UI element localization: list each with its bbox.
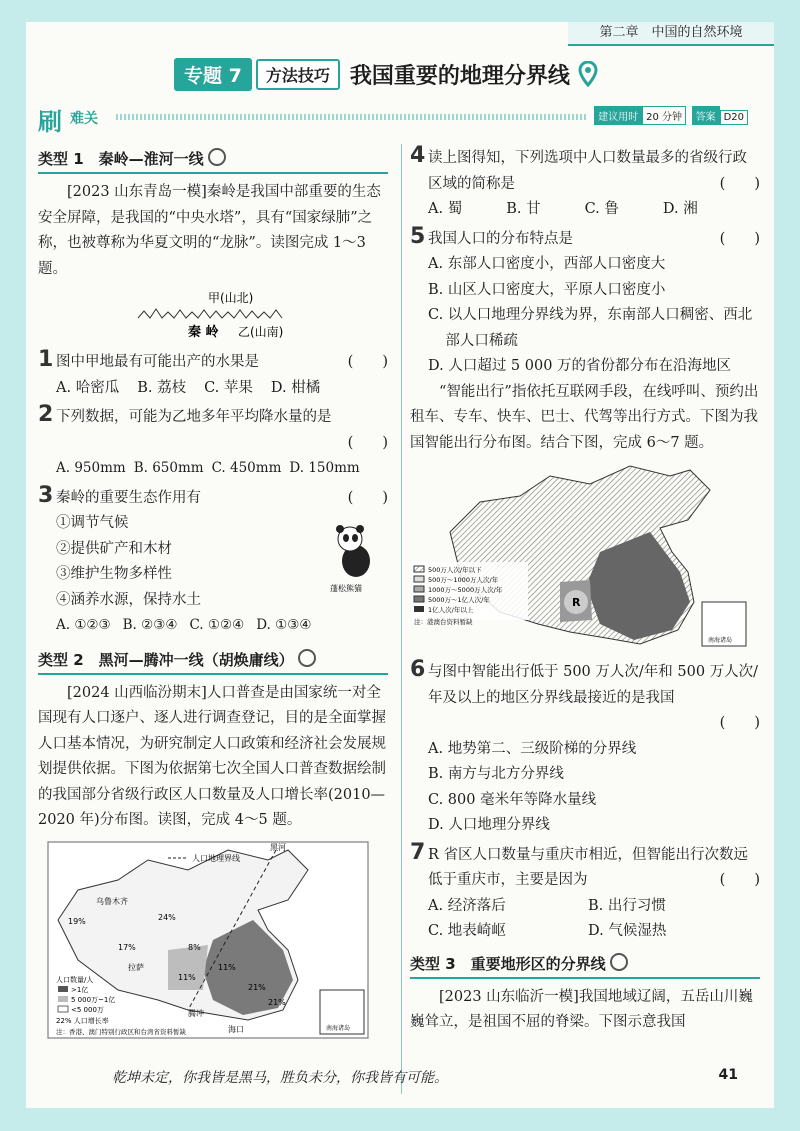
q3-stem: 秦岭的重要生态作用有 (56, 489, 201, 506)
map2-legend-2: 500万～1000万人次/年 (428, 576, 499, 584)
q3-option-c[interactable]: C. ①②④ (189, 617, 245, 633)
q1-bracket[interactable]: ( ) (347, 354, 388, 370)
type2-heading (38, 647, 388, 675)
map1-rate-2: 17% (118, 942, 136, 952)
q3-item-3: ③维护生物多样性 (56, 566, 172, 582)
type1-title: 类型 1 秦岭—淮河一线 (38, 150, 204, 168)
map1-rate-1: 19% (68, 916, 86, 926)
smart-travel-map-svg (410, 462, 760, 654)
map1-heihe: 黑河 (270, 842, 286, 852)
q4-option-c[interactable]: C. 鲁 (584, 201, 619, 217)
map1-rate-5: 11% (218, 962, 236, 972)
target-icon (610, 953, 628, 971)
question-7 (410, 839, 760, 945)
q5-option-c[interactable]: C. 以人口地理分界线为界，东南部人口稠密、西北部人口稀疏 (428, 307, 753, 349)
map1-inset: 南海诸岛 (326, 1024, 351, 1032)
population-map-svg (38, 840, 388, 1045)
q4-option-d[interactable]: D. 湘 (662, 201, 698, 217)
intro4: [2023 山东临沂一模]我国地域辽阔，五岳山川巍巍耸立，是祖国不屈的脊梁。下图示意我国 (410, 988, 753, 1030)
target-icon (298, 649, 316, 667)
q6-option-d[interactable]: D. 人口地理分界线 (428, 817, 550, 833)
section-bar (38, 104, 748, 136)
map1-rate-7: 24% (158, 912, 176, 922)
section-label: 难关 (70, 111, 98, 127)
map2-legend-1: 500万人次/年以下 (428, 566, 482, 574)
q1-options (56, 376, 388, 402)
footer (26, 1065, 774, 1089)
type1-heading (38, 146, 388, 174)
question-1 (38, 347, 388, 401)
qinling-sketch (38, 288, 388, 344)
q3-item-4: ④涵养水源，保持水土 (56, 591, 201, 608)
q3-option-b[interactable]: B. ②③④ (122, 617, 178, 633)
map1-rate-8: 8% (188, 942, 201, 952)
question-4 (410, 143, 760, 223)
q5-option-b[interactable]: B. 山区人口密度大，平原人口密度小 (428, 281, 666, 298)
q2-stem: 下列数据，可能为乙地多年平均降水量的是 (56, 409, 332, 425)
north-label: 甲(山北) (208, 291, 254, 305)
q7-bracket[interactable]: ( ) (719, 872, 760, 888)
location-pin-icon (578, 61, 598, 87)
question-5 (410, 223, 760, 380)
q2-option-b[interactable]: B. 650mm (133, 460, 204, 476)
panda-mascot-icon (328, 521, 384, 593)
q4-options (428, 197, 760, 223)
q3-item-2: ②提供矿产和木材 (56, 540, 172, 557)
footer-motto: 乾坤未定，你我皆是黑马，胜负未分，你我皆有可能。 (112, 1070, 448, 1086)
question-2 (38, 402, 388, 482)
qinling-figure (38, 288, 388, 344)
q6-option-a[interactable]: A. 地势第二、三级阶梯的分界线 (428, 740, 637, 757)
page (26, 22, 774, 1108)
q3-number: 3 (38, 482, 54, 508)
q2-bracket[interactable]: ( ) (347, 434, 388, 451)
map1-legend-1: >1亿 (71, 985, 89, 994)
q1-stem: 图中甲地最有可能出产的水果是 (56, 354, 259, 370)
map2-r-label: R (572, 596, 581, 609)
q3-bracket[interactable]: ( ) (347, 489, 388, 506)
map2-inset: 南海诸岛 (708, 637, 733, 644)
topic-method: 方法技巧 (256, 59, 340, 90)
intro1: [2023 山东青岛一模]秦岭是我国中部重要的生态安全屏障，是我国的“中央水塔”，具有“国家绿肺”之称，也被尊称为华夏文明的“龙脉”。读图完成 1～3 题。 (38, 184, 381, 277)
q2-option-c[interactable]: C. 450mm (211, 460, 282, 476)
q3-item-1: ①调节气候 (56, 515, 129, 531)
section-divider (116, 114, 588, 120)
south-label: 乙(山南) (238, 325, 284, 339)
intro2: [2024 山西临汾期末]人口普查是由国家统一对全国现有人口逐户、逐人进行调查登记，目的是全面掌握人口基本情况，为研究制定人口政策和经济社会发展规划提供依据。下图为依据第七次全国人口普查数据绘制的我国部分省级行政区人口数量及人口增长率(2010—2020 年)分布图。读图，完成 4～5 题。 (38, 684, 386, 828)
q2-option-a[interactable]: A. 950mm (56, 460, 126, 476)
map1-legend-3: <5 000万 (71, 1005, 104, 1014)
topic-banner (174, 58, 598, 90)
type3-title: 类型 3 重要地形区的分界线 (410, 954, 606, 973)
map2-note: 注：港澳台资料暂缺 (414, 618, 473, 626)
q2-options (56, 456, 388, 482)
q7-option-d[interactable]: D. 气候湿热 (588, 923, 667, 939)
q3-option-a[interactable]: A. ①②③ (56, 617, 111, 633)
intro3: “智能出行”指依托互联网手段，在线呼叫、预约出租车、专车、快车、巴士、代驾等出行方式。下图为我国智能出行分布图。结合下图，完成 6～7 题。 (410, 383, 759, 451)
map1-legend-2: 5 000万~1亿 (71, 995, 116, 1004)
q4-bracket[interactable]: ( ) (719, 175, 760, 192)
q7-option-b[interactable]: B. 出行习惯 (588, 897, 666, 914)
q2-option-d[interactable]: D. 150mm (289, 460, 360, 476)
target-icon (208, 148, 226, 166)
q5-option-a[interactable]: A. 东部人口密度小，西部人口密度大 (428, 256, 666, 272)
q1-option-a[interactable]: A. 哈密瓜 (56, 379, 120, 396)
type3-heading (410, 951, 760, 979)
q3-body (56, 511, 388, 613)
q5-stem: 我国人口的分布特点是 (428, 230, 573, 247)
right-column (410, 143, 760, 1036)
q7-options (428, 894, 760, 945)
q5-option-d[interactable]: D. 人口超过 5 000 万的省份都分布在沿海地区 (428, 358, 732, 374)
q7-option-a[interactable]: A. 经济落后 (428, 897, 506, 914)
map1-rate-note: 22% 人口增长率 (56, 1016, 109, 1025)
type2-title: 类型 2 黑河—腾冲一线（胡焕庸线） (38, 650, 294, 669)
map1-legend-title: 人口数量/人 (56, 975, 94, 984)
q4-stem: 读上图得知，下列选项中人口数量最多的省级行政区域的简称是 (428, 150, 747, 192)
question-3 (38, 482, 388, 639)
section-mark: 刷 (38, 108, 62, 136)
smart-travel-map (410, 462, 760, 654)
map1-line-label: 人口地理界线 (192, 853, 240, 863)
population-map (38, 840, 388, 1045)
q6-stem: 与图中智能出行低于 500 万人次/年和 500 万人次/年及以上的地区分界线最接近的是我国 (428, 664, 759, 706)
q4-option-b[interactable]: B. 甘 (506, 201, 541, 217)
panda-caption: 蓬松熊猫 (330, 584, 362, 593)
column-divider (401, 144, 402, 1094)
time-value: 20 分钟 (642, 106, 686, 125)
left-column (38, 146, 388, 1051)
q5-bracket[interactable]: ( ) (719, 230, 760, 247)
map1-lhasa: 拉萨 (128, 962, 144, 972)
q4-option-a[interactable]: A. 蜀 (428, 201, 463, 217)
q6-number: 6 (410, 657, 426, 682)
q2-bracket-row (56, 431, 388, 457)
page-number: 41 (718, 1067, 738, 1083)
mountain-label: 秦 岭 (188, 325, 219, 340)
map1-note: 注：香港、澳门特别行政区和台湾省资料暂缺 (56, 1027, 186, 1036)
q6-bracket-row (428, 711, 760, 737)
map1-rate-3: 21% (248, 982, 266, 992)
q2-number: 2 (38, 402, 54, 427)
topic-title: 我国重要的地理分界线 (349, 63, 570, 89)
time-badge (594, 106, 686, 125)
q6-bracket[interactable]: ( ) (719, 715, 760, 731)
q3-options (56, 613, 388, 639)
q4-number: 4 (410, 143, 426, 168)
map2-legend-3: 1000万～5000万人次/年 (428, 586, 503, 594)
chapter-header: 第二章 中国的自然环境 (568, 22, 774, 46)
map2-legend-4: 5000万～1亿人次/年 (428, 596, 490, 604)
answer-badge (692, 106, 748, 125)
q7-option-c[interactable]: C. 地表崎岖 (428, 923, 506, 939)
topic-tag: 专题 7 (174, 58, 252, 91)
q6-option-c[interactable]: C. 800 毫米年等降水量线 (428, 791, 597, 808)
q7-stem: R 省区人口数量与重庆市相近，但智能出行次数远低于重庆市，主要是因为 (428, 846, 749, 888)
q1-option-b[interactable]: B. 荔枝 (137, 379, 187, 396)
q1-number: 1 (38, 347, 54, 372)
map1-tengchong: 腾冲 (188, 1008, 204, 1018)
q1-option-d[interactable]: D. 柑橘 (270, 379, 321, 396)
question-6 (410, 657, 760, 839)
q3-option-d[interactable]: D. ①③④ (256, 617, 312, 633)
map1-rate-6: 21% (268, 997, 286, 1007)
map1-urumqi: 乌鲁木齐 (96, 896, 128, 906)
q6-option-b[interactable]: B. 南方与北方分界线 (428, 766, 564, 782)
time-label: 建议用时 (594, 106, 642, 125)
map1-haikou: 海口 (228, 1024, 244, 1034)
q7-number: 7 (410, 839, 426, 865)
answer-label: 答案 (692, 106, 720, 125)
q5-number: 5 (410, 223, 426, 249)
q1-option-c[interactable]: C. 苹果 (204, 379, 253, 396)
answer-value: D20 (720, 110, 748, 125)
map2-legend-5: 1亿人次/年以上 (428, 606, 474, 614)
map1-rate-4: 11% (178, 972, 196, 982)
